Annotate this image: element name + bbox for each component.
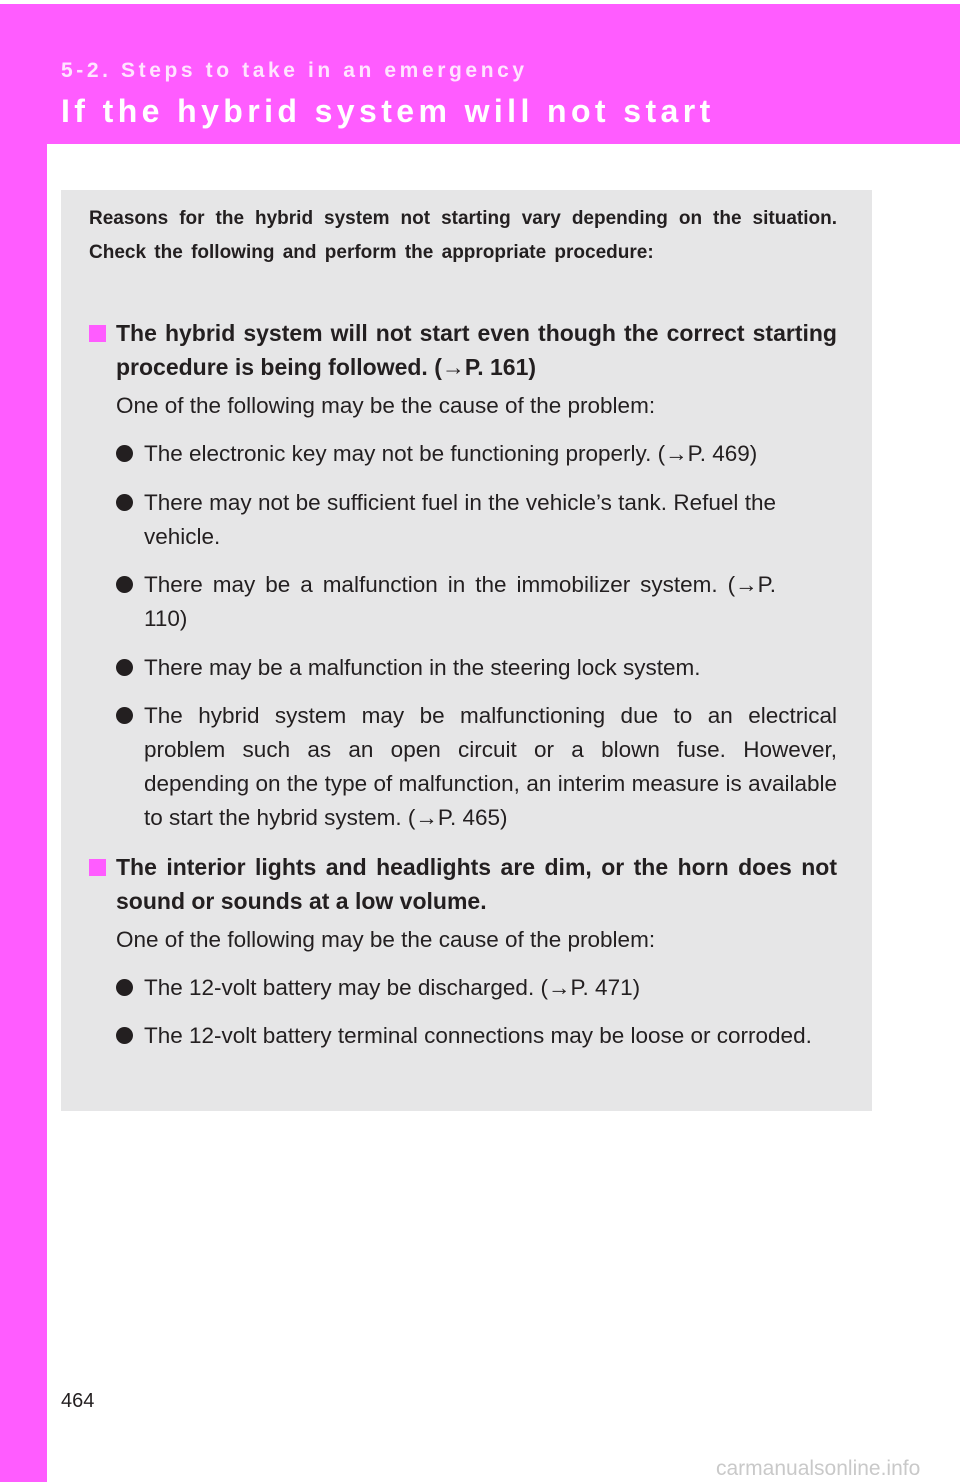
round-bullet-icon [116, 659, 133, 676]
list-item [116, 486, 776, 554]
watermark: carmanualsonline.info [716, 1457, 921, 1480]
section-heading-text: The interior lights and headlights are dim, or the horn does not sound or sounds at a low volume. [116, 854, 837, 914]
round-bullet-icon [116, 445, 133, 462]
round-bullet-icon [116, 979, 133, 996]
page-number: 464 [61, 1390, 95, 1412]
round-bullet-icon [116, 707, 133, 724]
list-item [116, 437, 837, 471]
list-item-text: There may be a malfunction in the steering lock system. [144, 655, 701, 680]
section-label: 5-2. Steps to take in an emergency [61, 59, 528, 82]
page-title: If the hybrid system will not start [61, 93, 715, 129]
list-item [116, 699, 837, 835]
content-box [61, 190, 872, 1111]
list-item [116, 971, 837, 1005]
side-color-strip [0, 144, 47, 1482]
list-item-text: The 12-volt battery may be discharged. (→P. 471) [144, 975, 641, 1000]
intro-paragraph: Reasons for the hybrid system not starting vary depending on the situation. Check the following and perform the appropriate procedure: [89, 208, 837, 263]
square-bullet-icon [89, 859, 106, 876]
round-bullet-icon [116, 494, 133, 511]
list-item-text: There may not be sufficient fuel in the vehicle’s tank. Refuel the vehicle. [144, 490, 776, 549]
section-lead: One of the following may be the cause of the problem: [116, 393, 656, 418]
section-heading-text: The hybrid system will not start even though the correct starting procedure is being followed. (→P. 161) [116, 320, 837, 380]
list-item-text: There may be a malfunction in the immobilizer system. (→P. 110) [144, 572, 776, 631]
list-item [116, 568, 776, 636]
list-item-text: The electronic key may not be functioning properly. (→P. 469) [144, 441, 758, 466]
section-heading-2 [89, 850, 837, 918]
square-bullet-icon [89, 325, 106, 342]
list-item [116, 1019, 837, 1053]
list-item [116, 651, 837, 685]
round-bullet-icon [116, 576, 133, 593]
list-item-text: The 12-volt battery terminal connections may be loose or corroded. [144, 1023, 812, 1048]
round-bullet-icon [116, 1027, 133, 1044]
section-heading-1 [89, 316, 837, 384]
section-lead: One of the following may be the cause of the problem: [116, 927, 656, 952]
list-item-text: The hybrid system may be malfunctioning due to an electrical problem such as an open circuit or a blown fuse. However, depending on the type of malfunction, an interim measure is available to start the hybrid system. (→P. 465) [144, 703, 837, 830]
